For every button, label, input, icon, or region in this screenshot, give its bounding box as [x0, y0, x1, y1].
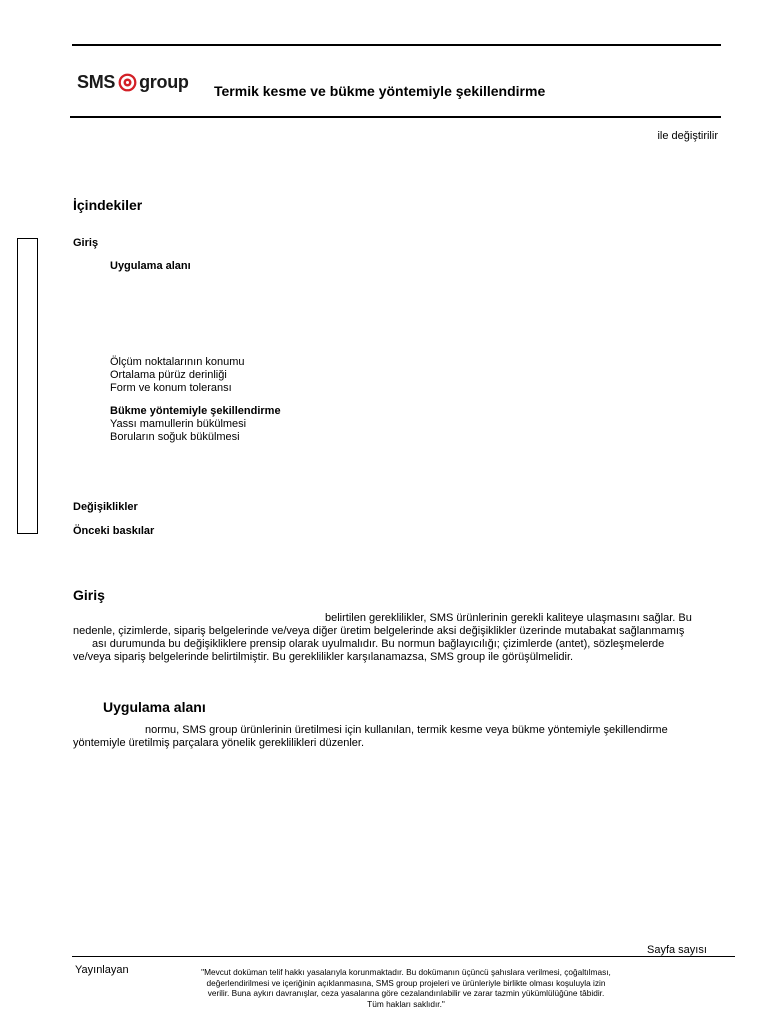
copyright-line-2: değerlendirilmesi ve içeriğinin açıklanmasına, SMS group projeleri ve ürünleriyle birlikte olması koşuluyla izin	[206, 977, 606, 988]
logo-text-group: group	[139, 71, 189, 92]
toc-entry-form[interactable]: Form ve konum toleransı	[110, 382, 232, 394]
sidebar-box	[17, 238, 38, 534]
document-title: Termik kesme ve bükme yöntemiyle şekillendirme	[214, 83, 546, 99]
sms-group-logo	[77, 70, 189, 94]
replaced-by-note: ile değiştirilir	[657, 130, 718, 142]
uygulama-line-2: yöntemiyle üretilmiş parçalara yönelik gereklilikleri düzenler.	[73, 737, 365, 749]
toc-entry-bukme[interactable]: Bükme yöntemiyle şekillendirme	[110, 405, 281, 417]
copyright-line-3: verilir. Buna aykırı davranışlar, ceza yasalarına göre cezalandırılabilir ve zarar tazmin yükümlülüğüne tâbidir.	[207, 988, 605, 998]
footer-rule	[72, 956, 735, 957]
sms-logo-emblem-icon	[118, 73, 137, 92]
logo-text-sms: SMS	[77, 71, 116, 92]
header-top-rule	[72, 44, 721, 46]
toc-entry-degisiklikler[interactable]: Değişiklikler	[73, 501, 138, 513]
toc-heading: İçindekiler	[73, 197, 143, 213]
toc-entry-uygulama[interactable]: Uygulama alanı	[110, 260, 191, 272]
section-heading-giris: Giriş	[73, 587, 105, 603]
toc-entry-onceki[interactable]: Önceki baskılar	[73, 525, 155, 537]
uygulama-line-1: normu, SMS group ürünlerinin üretilmesi için kullanılan, termik kesme veya bükme yöntemiyle şekillendirme	[145, 724, 668, 736]
giris-line-3: ası durumunda bu değişikliklere prensip olarak uyulmalıdır. Bu normun bağlayıcılığı; çizimlerde (antet), sözleşmelerde	[92, 638, 665, 650]
toc-entry-boru[interactable]: Boruların soğuk bükülmesi	[110, 431, 240, 443]
giris-line-1: belirtilen gereklilikler, SMS ürünlerinin gerekli kaliteye ulaşmasını sağlar. Bu	[325, 612, 692, 624]
copyright-line-1: "Mevcut doküman telif hakkı yasalarıyla korunmaktadır. Bu dokümanın üçüncü şahıslara verilmesi, çoğaltılması,	[201, 967, 611, 977]
toc-entry-olcum[interactable]: Ölçüm noktalarının konumu	[110, 356, 245, 368]
copyright-line-4: Tüm hakları saklıdır."	[367, 998, 445, 1009]
giris-line-4: ve/veya sipariş belgelerinde belirtilmiştir. Bu gereklilikler karşılanamazsa, SMS group ile görüşülmelidir.	[73, 651, 574, 663]
page-count-label: Sayfa sayısı	[647, 944, 707, 956]
toc-entry-yassi[interactable]: Yassı mamullerin bükülmesi	[110, 418, 247, 430]
giris-line-2: nedenle, çizimlerde, sipariş belgelerinde ve/veya diğer üretim belgelerinde aksi değişiklikler üzerinde mutabakat sağlanmamış	[73, 625, 685, 637]
toc-entry-puruz[interactable]: Ortalama pürüz derinliği	[110, 369, 227, 381]
publisher-label: Yayınlayan	[75, 964, 129, 976]
copyright-notice	[178, 967, 634, 1009]
section-heading-uygulama: Uygulama alanı	[103, 699, 206, 715]
toc-entry-giris[interactable]: Giriş	[73, 237, 99, 249]
header-bottom-rule	[70, 116, 721, 118]
